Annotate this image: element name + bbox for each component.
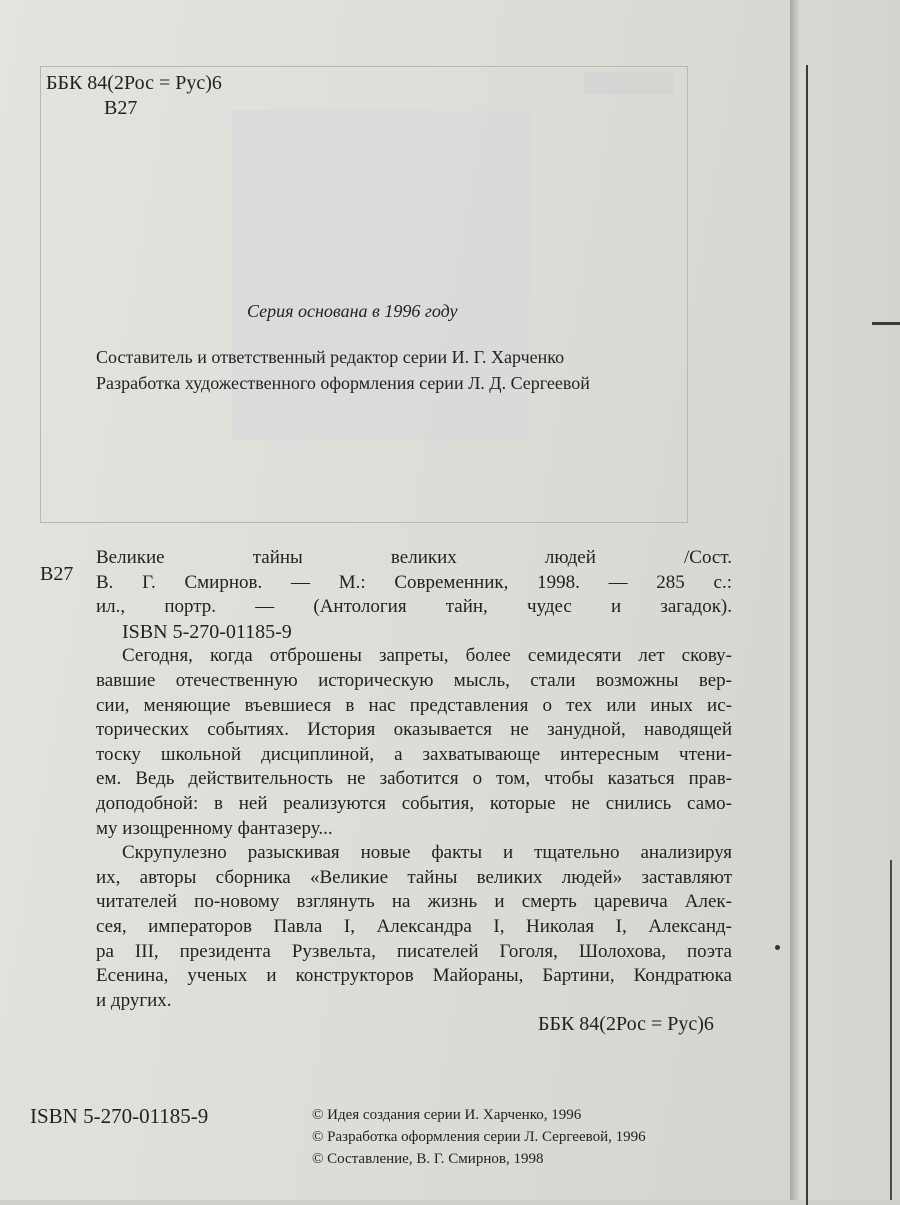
abstract-line: Есенина, ученых и конструкторов Майораны, Бартини, Кондратюка (96, 965, 732, 987)
author-code-entry: В27 (40, 563, 74, 585)
print-speck (775, 945, 780, 950)
bbk-classification-bottom: ББК 84(2Рос = Рус)6 (538, 1013, 714, 1035)
abstract-line: их, авторы сборника «Великие тайны великих людей» заставляют (96, 866, 732, 888)
isbn-footer: ISBN 5-270-01185-9 (30, 1104, 209, 1128)
copyright-line: © Разработка оформления серии Л. Сергеевой, 1996 (312, 1129, 646, 1145)
series-founded: Серия основана в 1996 году (247, 301, 458, 321)
abstract-line: и других. (96, 989, 172, 1011)
entry-line: В. Г. Смирнов. — М.: Современник, 1998. — 285 с.: (96, 571, 732, 593)
author-code-top: В27 (104, 97, 138, 119)
abstract-line: торических событиях. История оказывается не занудной, наводящей (96, 719, 732, 741)
abstract-line: вавшие отечественную историческую мысль, стали возможны вер- (96, 669, 732, 691)
adjacent-page-border (806, 65, 808, 1205)
series-design-credit: Разработка художественного оформления серии Л. Д. Сергеевой (96, 373, 590, 393)
entry-line: ил., портр. — (Антология тайн, чудес и загадок). (96, 596, 732, 618)
adjacent-page-rule (872, 322, 900, 325)
bibliographic-entry (96, 546, 732, 1013)
abstract-line: тоску школьной дисциплиной, а захватывающе интересным чтени- (96, 743, 732, 765)
abstract-line: читателей по-новому взглянуть на жизнь и смерть царевича Алек- (96, 891, 732, 913)
series-compiler: Составитель и ответственный редактор серии И. Г. Харченко (96, 347, 565, 367)
abstract-line: сея, императоров Павла I, Александра I, Николая I, Александ- (96, 915, 732, 937)
copyright-notices (312, 1104, 646, 1170)
copyright-line: © Составление, В. Г. Смирнов, 1998 (312, 1151, 544, 1167)
abstract-line: му изощренному фантазеру... (96, 817, 333, 839)
bbk-classification-top: ББК 84(2Рос = Рус)6 (46, 72, 222, 94)
copyright-line: © Идея создания серии И. Харченко, 1996 (312, 1107, 582, 1123)
adjacent-page-border-lower (890, 860, 892, 1200)
abstract-line: ем. Ведь действительность не заботится о том, чтобы казаться прав- (96, 768, 732, 790)
abstract-line: ра III, президента Рузвельта, писателей Гоголя, Шолохова, поэта (96, 940, 732, 962)
abstract-line: Сегодня, когда отброшены запреты, более семидесяти лет скову- (122, 645, 732, 667)
entry-line: Великие тайны великих людей /Сост. (96, 547, 732, 568)
abstract-line: сии, меняющие въевшиеся в нас представления о тех или иных ис- (96, 694, 732, 716)
imprint-frame (40, 66, 688, 523)
abstract-line: Скрупулезно разыскивая новые факты и тщательно анализируя (122, 842, 732, 864)
abstract-line: доподобной: в ней реализуются события, которые не снились само- (96, 792, 732, 814)
entry-isbn: ISBN 5-270-01185-9 (122, 620, 292, 643)
